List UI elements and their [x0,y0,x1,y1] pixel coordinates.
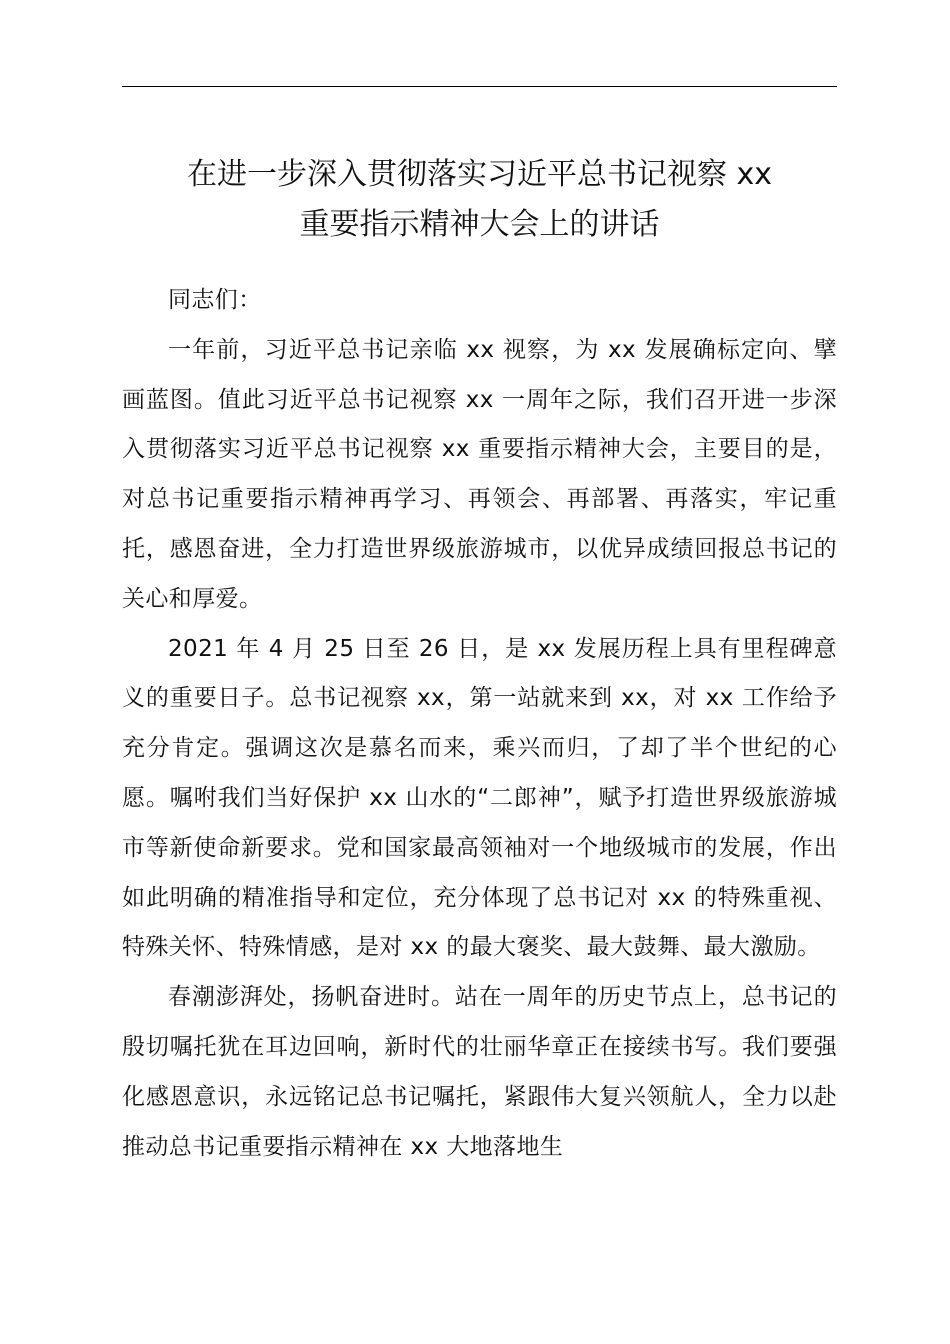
document-body [122,276,837,1172]
title-line-2: 重要指示精神大会上的讲话 [299,207,660,242]
salutation: 同志们： [168,287,262,313]
paragraph-2: 2021 年 4 月 25 日至 26 日，是 xx 发展历程上具有里程碑意义的重要日子。总书记视察 xx，第一站就来到 xx，对 xx 工作给予充分肯定。强调这次是慕名而来，乘兴而归，了却了半个世纪的心愿。嘱咐我们当好保护 xx 山水的“二郎神”，赋予打造世界级旅游城市等新使命新要求。党和国家最高领袖对一个地级城市的发展，作出如此明确的精准指导和定位，充分体现了总书记对 xx 的特殊重视、特殊关怀、特殊情感，是对 xx 的最大褒奖、最大鼓舞、最大激励。 [122,635,837,961]
document-title [122,150,837,250]
title-line-1: 在进一步深入贯彻落实习近平总书记视察 xx [186,157,773,192]
paragraph-3: 春潮澎湃处，扬帆奋进时。站在一周年的历史节点上，总书记的殷切嘱托犹在耳边回响，新时代的壮丽华章正在接续书写。我们要强化感恩意识，永远铭记总书记嘱托，紧跟伟大复兴领航人，全力以赴推动总书记重要指示精神在 xx 大地落地生 [122,984,837,1160]
paragraph-1: 一年前，习近平总书记亲临 xx 视察，为 xx 发展确标定向、擘画蓝图。值此习近平总书记视察 xx 一周年之际，我们召开进一步深入贯彻落实习近平总书记视察 xx 重要指示精神大会，主要目的是，对总书记重要指示精神再学习、再领会、再部署、再落实，牢记重托，感恩奋进，全力打造世界级旅游城市，以优异成绩回报总书记的关心和厚爱。 [122,336,837,612]
header-rule [122,86,837,87]
